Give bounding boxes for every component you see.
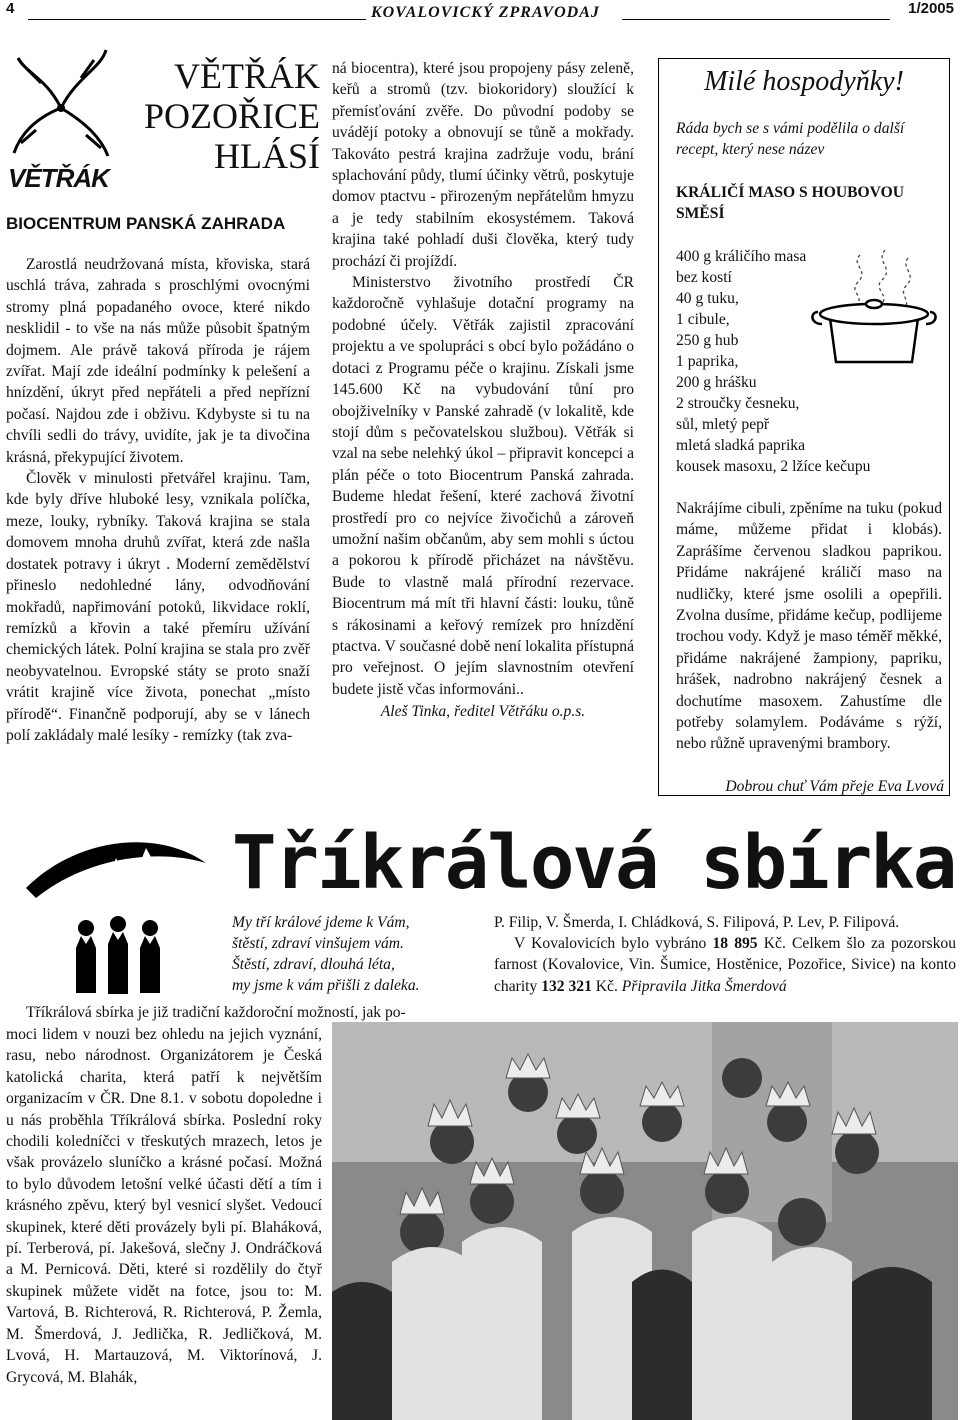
poem-line: My tří králové jdeme k Vám, [232, 914, 410, 931]
ingredient-item: 40 g tuku, [676, 290, 739, 307]
section-title: Tříkrálová sbírka [232, 820, 956, 906]
collection-signature: Připravila Jitka Šmerdová [621, 977, 787, 995]
ingredient-item: sůl, mletý pepř [676, 416, 770, 433]
ingredient-item: mletá sladká paprika [676, 437, 806, 454]
collection-results [494, 912, 956, 997]
article-heading-line2: POZOŘICE [143, 96, 320, 136]
cooking-pot-illustration [800, 240, 940, 380]
collection-text: V Kovalovicích bylo vybráno [514, 935, 713, 953]
poem-line: Štěstí, zdraví, dlouhá léta, [232, 956, 395, 973]
poem-line: my jsme k vám přišli z daleka. [232, 977, 420, 994]
ingredient-item: kousek masoxu, 2 lžíce kečupu [676, 458, 871, 475]
middle-article-paragraph-2: Ministerstvo životního prostředí ČR každoročně vyhlašuje dotační programy na podobné účely. Větřák zajistil zpracování projektu a ve spolupráci s obcí bylo požádáno o dotaci z Programu péče o krajinu. Získali jsme 145.600 Kč na vybudování tůní pro obojživelníky v Panské zahradě (v lokalitě, kde stojí dům s pečovatelskou službou). Větřák si vzal na sebe nelehký úkol – připravit koncepci a plán péče o toto Biocentrum Panská zahrada. Budeme hledat řešení, které zachová životní prostředí pro co nejvíce živočichů a zároveň umožní našim občanům, aby sem mohli s úctou a pokorou k přírodě přicházet na návštěvu. Bude to vlastně malá přírodní rezervace. Biocentrum má mít tři hlavní části: louku, tůně s rákosinami a keřový remízek pro hnízdění ptactva. V současné době není lokalita přístupná pro veřejnost. O jejím slavnostním otevření budete jistě včas informováni.. [332, 274, 634, 698]
ingredient-item: 400 g králičího masa [676, 248, 807, 265]
left-article-body [6, 254, 310, 746]
article-heading-line3: HLÁSÍ [214, 136, 320, 176]
recipe-intro: Ráda bych se s vámi podělila o další recept, který nese název [676, 120, 905, 158]
collection-body [6, 1024, 322, 1388]
collection-text: Kč. Celkem šlo za pozorskou farnost (Kovalovice, Vin. Šumice, Hostěnice, Pozořice, Sivice) na konto charity [494, 935, 956, 995]
article-heading-line1: VĚTŘÁK [174, 56, 320, 96]
recipe-signoff: Dobrou chuť Vám přeje Eva Lvová [725, 778, 944, 795]
newsletter-title: KOVALOVICKÝ ZPRAVODAJ [371, 4, 600, 21]
recipe-dish-name: KRÁLIČÍ MASO S HOUBOVOU SMĚSÍ [676, 184, 904, 222]
middle-article-body [332, 58, 634, 723]
collection-first-line: Tříkrálová sbírka je již tradiční každoroční možností, jak po- [26, 1004, 406, 1021]
issue-number: 1/2005 [908, 0, 954, 17]
page-number: 4 [6, 0, 15, 17]
header-rule-left [28, 19, 366, 20]
ingredient-item: 200 g hrášku [676, 374, 757, 391]
poem-line: štěstí, zdraví vinšujem vám. [232, 935, 404, 952]
collector-names: P. Filip, V. Šmerda, I. Chládková, S. Filipová, P. Lev, P. Filipová. [494, 914, 900, 931]
carol-poem [232, 912, 420, 996]
recipe-title: Milé hospodyňky! [704, 66, 904, 97]
collection-total-paragraph [494, 933, 956, 997]
ingredient-item: 250 g hub [676, 332, 739, 349]
ingredient-item: 2 stroučky česneku, [676, 395, 800, 412]
recipe-instructions: Nakrájíme cibuli, zpěníme na tuku (pokud máme, můžeme přidat i klobás). Zaprášíme červenou sladkou paprikou. Přidáme nakrájené králičí maso na nudličky, které jsme osolili a opepřili. Zvolna dusíme, přidáme kečup, podlijeme trochou vody. Když je maso téměř měkké, přidáme nakrájené žampiony, papriku, hrášek, nadrobno nakrájený česnek a dochutíme masoxem. Zahustíme dle potřeby solamylem. Podáváme s rýží, nebo růžně upravenými brambory. [676, 500, 942, 753]
carolers-group-photo [332, 1022, 958, 1420]
ingredient-item: bez kostí [676, 269, 732, 286]
group-photo-image [332, 1022, 958, 1420]
village-amount: 18 895 [712, 935, 758, 953]
header-rule-right [622, 19, 890, 20]
parish-amount: 132 321 [541, 977, 592, 995]
cooking-pot-icon [800, 240, 940, 380]
ingredient-item: 1 paprika, [676, 353, 739, 370]
left-article-paragraph-2: Člověk v minulosti přetvářel krajinu. Tam, kde byly dříve hluboké lesy, vznikala políčka, meze, louky, rybníky. Taková krajina se stala domovem mnoha druhů zvířat, která zde našla dostatek potravy i úkryt . Moderní zemědělství přineslo nedohledné lány, odvodňování mokřadů, napřimování potoků, likvidace roklí, remízků a křovin a také přemíru užívání chemických látek. Polní krajina se stala pro zvěř neobyvatelnou. Evropské státy se proto snaží vrátit krajině více života, ponechat „místo přírodě“. Finančně podporují, aby se v lánech polí zakládaly malé lesíky - remízky (tak zva- [6, 470, 310, 744]
collection-body-paragraph: moci lidem v nouzi bez ohledu na jejich vyznání, rasu, nebo národnost. Organizátorem je Česká katolická charita, která patří k největším organizacím v ČR. Dne 8.1. v sobotu dopoledne i u nás proběhla Tříkrálová sbírka. Poslední roky chodili koledníčci v třeskutých mrazech, letos je však provázelo sluníčko a krásné počasí. Možná to bylo důvodem letošní velké účasti dětí a tím i krásného zpěvu, který byl vesnicí slyšet. Vedoucí skupinek, které děti provázely byli pí. Blaháková, pí. Terberová, pí. Jakešová, slečny J. Ondráčková a M. Pernicová. Děti, které si rozdělily do čtyř skupinek můžete vidět na fotce, jsou to: M. Vartová, B. Richterová, R. Richterová, P. Žemla, M. Šmerdová, J. Jedlička, R. Jedličková, M. Lvová, H. Martauzová, M. Viktorínová, J. Grycová, M. Blahák, [6, 1026, 322, 1386]
middle-article-signature: Aleš Tinka, ředitel Větřáku o.p.s. [380, 703, 586, 721]
left-article-paragraph-1: Zarostlá neudržovaná místa, křoviska, stará uschlá tráva, zahrada s proschlými ovocnými stromy plná popadaného ovoce, které nikdo nesklidil - to vše na nás může působit špatným dojmem. Ale právě taková příroda je rájem zvířat. Mají zde ideální podmínky k pelešení a hnízdění, úkryt před nepřáteli a před nepřízní počasí. Najdou zde i obživu. Kdybyste si tu na chvíli sedli do trávy, uvidíte, jak je ta divočina krásná, překypující životem. [6, 256, 310, 466]
logo-text: VĚTŘÁK [8, 163, 109, 193]
middle-article-paragraph-1: ná biocentra), které jsou propojeny pásy zeleně, keřů a stromů (tzv. biokoridory) sloužící k přemísťování zvěře. Do původní podoby se uvádějí potoky a obnovují se tůně a mokřady. Takováto pestrá krajina zadržuje vodu, brání splachování půdy, tlumí účinky větrů, poskytuje domov ptactvu - přirozeným nepřátelům hmyzu a je tedy stabilním ekosystémem. Taková krajina také pohladí duši člověka, který tudy prochází či projíždí. [332, 60, 634, 270]
three-kings-star-icon [16, 828, 216, 1008]
ingredient-item: 1 cibule, [676, 311, 730, 328]
article-subheading: BIOCENTRUM PANSKÁ ZAHRADA [6, 214, 286, 233]
collection-text: Kč. [591, 977, 622, 995]
three-kings-illustration [16, 828, 216, 1008]
